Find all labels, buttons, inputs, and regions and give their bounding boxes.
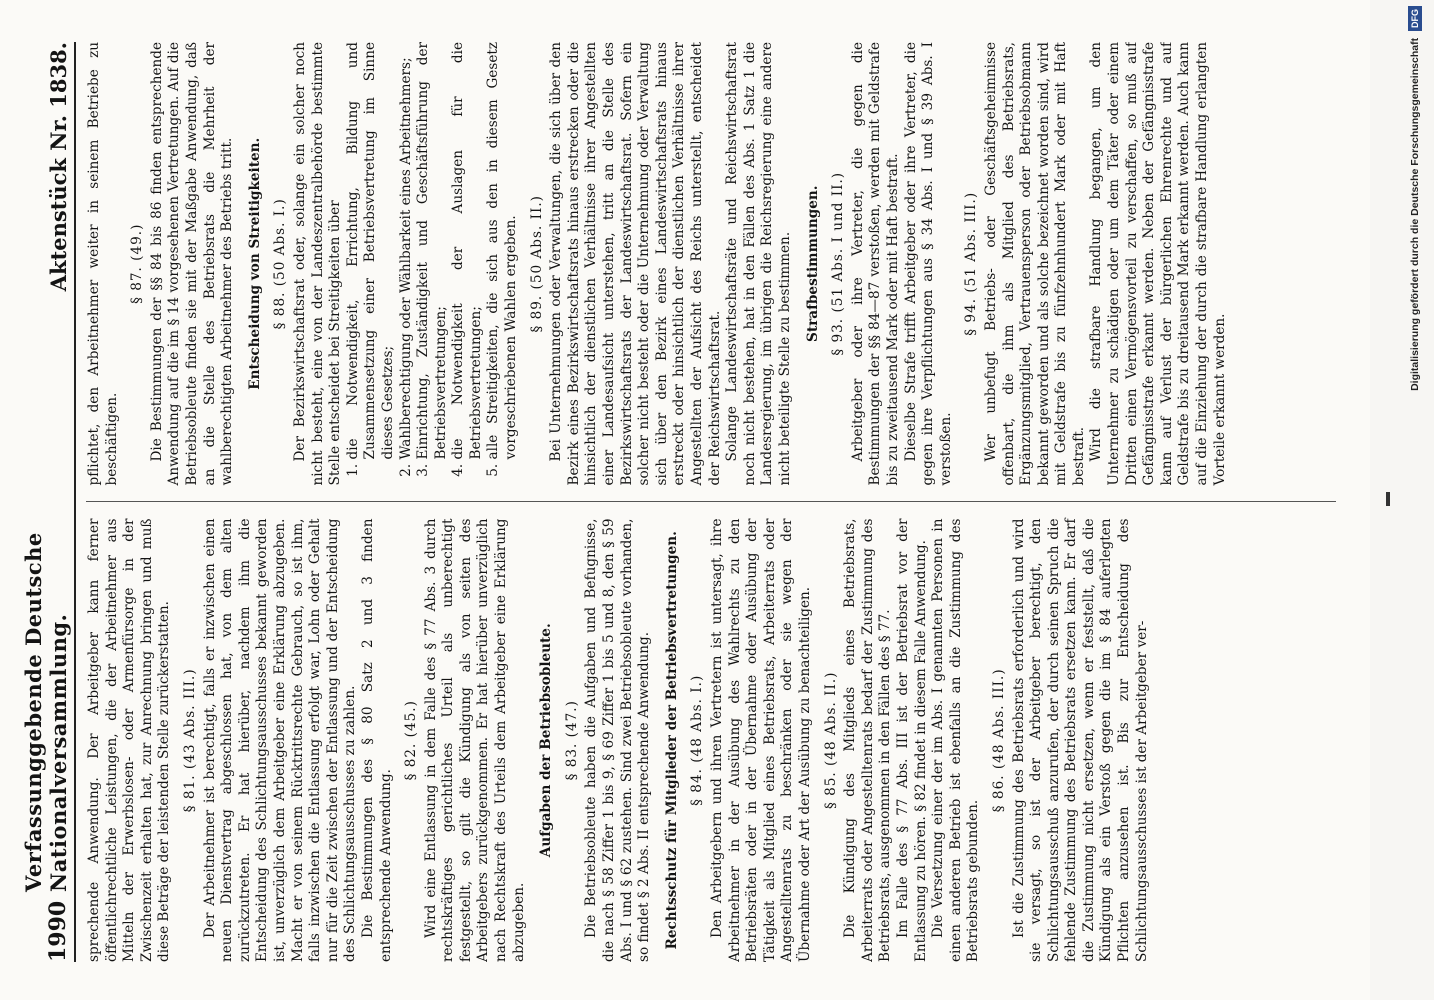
- section-number: § 85. (48 Abs. II.): [822, 671, 839, 809]
- paragraph: Die Versetzung einer der im Abs. I genannten Personen in einen anderen Betrieb ist ebenfalls an die Zustimmung des Betriebsrats gebunden.: [930, 518, 982, 962]
- paragraph: Den Arbeitgebern und ihren Vertretern ist untersagt, ihre Arbeitnehmer in der Ausübung des Wahlrechts zu den Betriebsräten oder in der Übernahme oder Ausübung der Tätigkeit als Mitglied eines Betriebsrats, Arbeiterrats oder Angestelltenrats zu beschränken oder sie wegen der Übernahme oder Art der Ausübung zu benachteiligen.: [709, 518, 813, 962]
- section-number: § 87. (49.): [129, 223, 146, 304]
- paragraph: Im Falle des § 77 Abs. III ist der Betriebsrat vor der Entlassung zu hören. § 82 findet in diesem Falle Anwendung.: [894, 518, 929, 962]
- digitization-credit: Digitalisierung gefördert durch die Deutsche Forschungsgemeinschaft: [1409, 37, 1421, 391]
- section-heading: Entscheidung von Streitigkeiten.: [246, 137, 263, 390]
- list-item: 4. die Notwendigkeit der Auslagen für die Betriebsvertretungen;: [450, 42, 485, 460]
- paragraph: Die Betriebsobleute haben die Aufgaben und Befugnisse, die nach § 58 Ziffer 1 bis 9, § 69 Ziffer 1 bis 5 und 8, den § 59 Abs. I und § 62 zustehen. Sind zwei Betriebsobleute vorhanden, so findet § 2 Abs. II entsprechende Anwendung.: [583, 518, 653, 962]
- paragraph: Ist die Zustimmung des Betriebsrats erforderlich und wird sie versagt, so ist der Arbeitgeber berechtigt, den Schlichtungsausschuß anzurufen, der durch seinen Spruch die fehlende Zustimmung des Betriebsrats ersetzen kann. Er darf die Zustimmung nicht ersetzen, wenn er feststellt, daß die Kündigung als ein Verstoß gegen die im § 84 auferlegten Pflichten anzusehen ist. Bis zur Entscheidung des Schlichtungsausschusses ist der Arbeitgeber ver-: [1010, 518, 1150, 962]
- document-body: [21, 42, 1340, 962]
- section-number: § 81. (43 Abs. III.): [181, 668, 198, 813]
- section-number: § 94. (51 Abs. III.): [963, 191, 980, 336]
- section-heading: Aufgaben der Betriebsobleute.: [538, 623, 555, 858]
- page-number: 1990: [45, 900, 71, 962]
- running-title: Verfassunggebende Deutsche Nationalversammlung.: [21, 532, 71, 892]
- dfg-logo: DFG: [1408, 6, 1422, 31]
- section-number: § 88. (50 Abs. I.): [272, 198, 289, 330]
- section-number: § 84. (48 Abs. I.): [689, 674, 706, 806]
- list-item: 2. Wahlberechtigung oder Wählbarkeit eines Arbeitnehmers;: [398, 42, 416, 460]
- section-number: § 86. (48 Abs. III.): [990, 668, 1007, 813]
- right-column: [86, 42, 1336, 502]
- enumerated-list: [345, 42, 521, 486]
- document-number: Aktenstück Nr. 1838.: [46, 42, 71, 292]
- list-item: 1. die Notwendigkeit, Errichtung, Bildung und Zusammensetzung einer Betriebsvertretung im Sinne dieses Gesetzes;: [345, 42, 398, 460]
- paragraph: pflichtet, den Arbeitnehmer weiter in seinem Betriebe zu beschäftigen.: [86, 42, 120, 486]
- paragraph: Arbeitgeber oder ihre Vertreter, die gegen die Bestimmungen der §§ 84—87 verstoßen, werden mit Geldstrafe bis zu zweitausend Mark oder mit Haft bestraft.: [849, 42, 901, 486]
- list-item: 5. alle Streitigkeiten, die sich aus den in diesem Gesetz vorgeschriebenen Wahlen ergeben.: [485, 42, 520, 460]
- paragraph: Dieselbe Strafe trifft Arbeitgeber oder ihre Vertreter, die gegen ihre Verpflichtungen aus § 34 Abs. I und § 39 Abs. I verstoßen.: [902, 42, 954, 486]
- paragraph: sprechende Anwendung. Der Arbeitgeber kann ferner öffentlichrechtliche Leistungen, die der Arbeitnehmer aus Mitteln der Erwerbslosen- oder Armenfürsorge in der Zwischenzeit erhalten hat, zur Anrechnung bringen und muß diese Beträge der leistenden Stelle zurückerstatten.: [86, 518, 173, 962]
- scan-artifact: [1386, 492, 1390, 506]
- paragraph: Solange Landeswirtschaftsräte und Reichswirtschaftsrat noch nicht bestehen, hat in den Fällen des Abs. 1 Satz 1 die Landesregierung, im übrigen die Reichsregierung eine andere nicht beteiligte Stelle zu bestimmen.: [724, 42, 793, 486]
- list-item: 3. Einrichtung, Zuständigkeit und Geschäftsführung der Betriebsvertretungen;: [415, 42, 450, 460]
- section-number: § 83. (47.): [563, 700, 580, 781]
- digitization-note: [1404, 6, 1426, 994]
- page-header: [21, 42, 76, 962]
- paragraph: Der Bezirkswirtschaftsrat oder, solange ein solcher noch nicht besteht, eine von der Landeszentralbehörde bestimmte Stelle entscheidet bei Streitigkeiten über: [291, 42, 344, 486]
- section-number: § 89. (50 Abs. II.): [528, 195, 545, 333]
- section-heading: Strafbestimmungen.: [804, 185, 821, 342]
- paragraph: Bei Unternehmungen oder Verwaltungen, die sich über den Bezirk eines Bezirkswirtschaftsrats hinaus erstrecken oder die hinsichtlich der dienstlichen Verhältnisse ihrer Angestellten einer Landesaufsicht unterstehen, tritt an die Stelle des Bezirkswirtschaftsrats der Landeswirtschaftsrat. Sofern ein solcher nicht besteht oder die Unternehmung oder Verwaltung sich über den Bezirk eines Landeswirtschaftsrats hinaus erstreckt oder hinsichtlich der dienstlichen Verhältnisse ihrer Angestellten der Aufsicht des Reichs unterstellt, entscheidet der Reichswirtschaftsrat.: [548, 42, 723, 486]
- paragraph: Der Arbeitnehmer ist berechtigt, falls er inzwischen einen neuen Dienstvertrag abgeschlossen hat, von dem alten zurückzutreten. Er hat hierüber, nachdem ihm die Entscheidung des Schlichtungsausschusses bekannt geworden ist, unverzüglich dem Arbeitgeber eine Erklärung abzugeben. Macht er von seinem Rücktrittsrechte Gebrauch, so ist ihm, falls inzwischen die Entlassung erfolgt war, Lohn oder Gehalt nur für die Zeit zwischen der Entlassung und der Entscheidung des Schlichtungsausschusses zu zahlen.: [201, 518, 359, 962]
- section-heading: Rechtsschutz für Mitglieder der Betriebsvertretungen.: [663, 531, 680, 950]
- text-columns: [86, 42, 1336, 962]
- paragraph: Wird eine Entlassung in dem Falle des § 77 Abs. 3 durch rechtskräftiges gerichtliches Urteil als unberechtigt festgestellt, so gilt die Kündigung als von seiten des Arbeitgebers zurückgenommen. Er hat hierüber unverzüglich nach Rechtskraft des Urteils dem Arbeitgeber eine Erklärung abzugeben.: [422, 518, 527, 962]
- section-number: § 82. (45.): [403, 700, 420, 781]
- left-column: [86, 502, 1336, 963]
- paragraph: Die Bestimmungen des § 80 Satz 2 und 3 finden entsprechende Anwendung.: [359, 518, 394, 962]
- paragraph: Die Bestimmungen der §§ 84 bis 86 finden entsprechende Anwendung auf die im § 14 vorgesehenen Vertretungen. Auf die Betriebsobleute finden sie mit der Maßgabe Anwendung, daß an die Stelle des Betriebsrats die Mehrheit der wahlberechtigten Arbeitnehmer des Betriebs tritt.: [148, 42, 236, 486]
- paragraph: Die Kündigung des Mitglieds eines Betriebsrats, Arbeiterrats oder Angestelltenrats bedarf der Zustimmung des Betriebsrats, ausgenommen in den Fällen des § 77.: [842, 518, 894, 962]
- paragraph: Wer unbefugt Betriebs- oder Geschäftsgeheimnisse offenbart, die ihm als Mitglied des Betriebsrats, Ergänzungsmitglied, Vertrauensperson oder Betriebsobmann bekannt geworden und als solche bezeichnet worden sind, wird mit Geldstrafe bis zu fünfzehnhundert Mark oder mit Haft bestraft.: [982, 42, 1087, 486]
- paragraph: Wird die strafbare Handlung begangen, um den Unternehmer zu schädigen oder um dem Täter oder einem Dritten einen Vermögensvorteil zu verschaffen, so muß auf Gefängnisstrafe erkannt werden. Neben der Gefängnisstrafe kann auf Verlust der bürgerlichen Ehrenrechte und auf Geldstrafe bis zu dreitausend Mark erkannt werden. Auch kann auf die Einziehung der durch die strafbare Handlung erlangten Vorteile erkannt werden.: [1088, 42, 1228, 486]
- section-number: § 93. (51 Abs. I und II.): [830, 171, 847, 356]
